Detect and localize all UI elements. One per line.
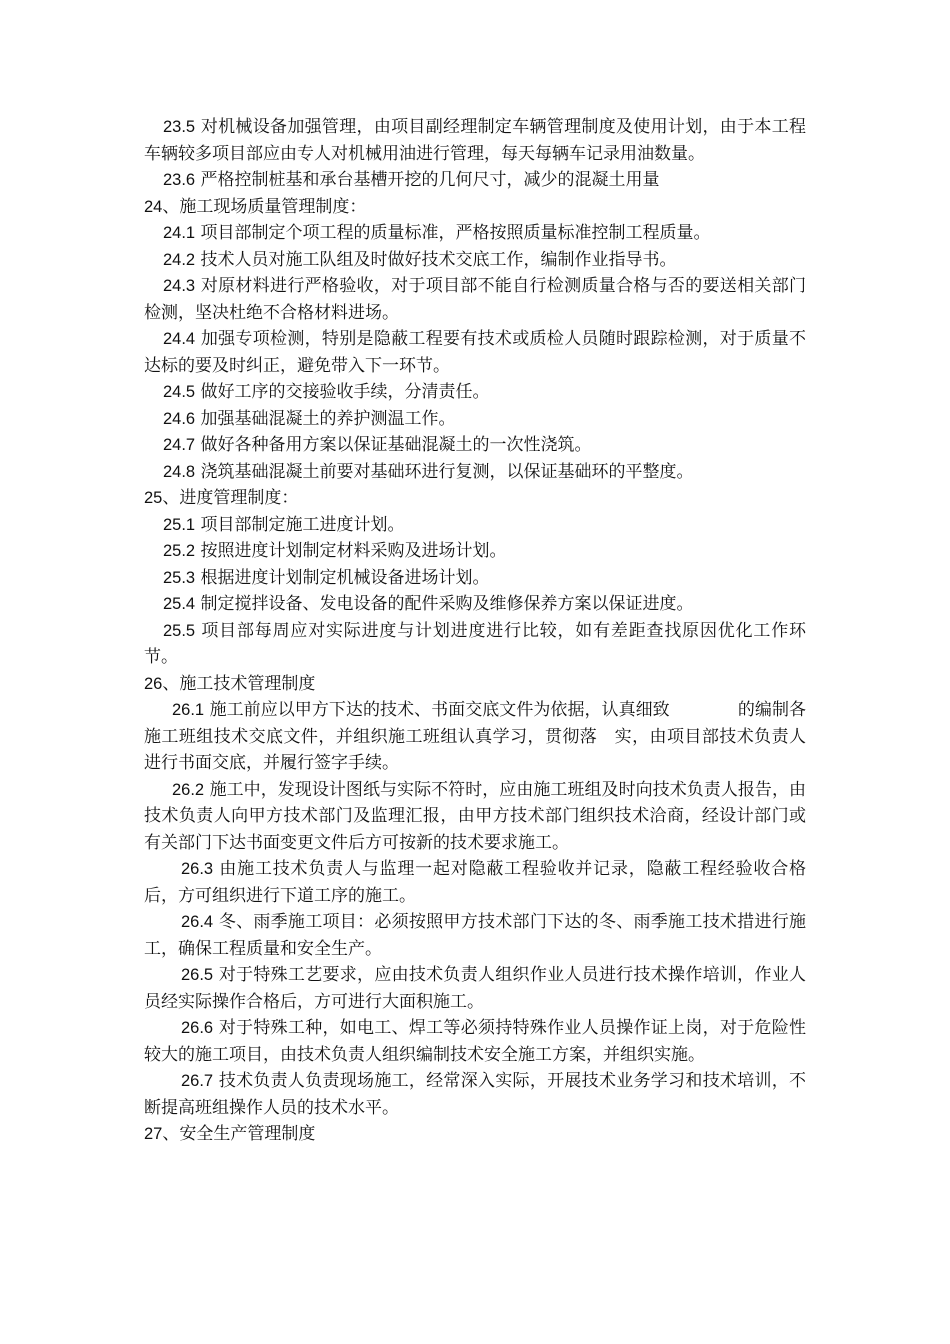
paragraph-p26-2 — [144, 777, 806, 857]
section-heading-h26 — [144, 671, 806, 698]
paragraph-p26-3 — [144, 856, 806, 909]
clause-number: 26.4 — [181, 913, 214, 931]
paragraph-p23-6 — [144, 167, 806, 194]
clause-number: 25 — [144, 489, 163, 507]
paragraph-p25-3 — [144, 565, 806, 592]
clause-number: 26.7 — [181, 1072, 214, 1090]
clause-number: 25.5 — [163, 621, 196, 640]
paragraph-p24-5 — [144, 379, 806, 406]
clause-text: 、施工现场质量管理制度： — [162, 196, 367, 217]
paragraph-p25-2 — [144, 538, 806, 565]
paragraph-p26-1 — [144, 697, 806, 777]
document-body — [144, 114, 806, 1148]
clause-text: 做好工序的交接验收手续，分清责任。 — [200, 382, 490, 402]
clause-number: 24.8 — [163, 462, 196, 481]
clause-text: 严格控制桩基和承台基槽开挖的几何尺寸，减少的混凝土用量 — [200, 170, 660, 190]
clause-number: 24.3 — [163, 277, 196, 295]
clause-number: 26.2 — [172, 780, 205, 799]
clause-number: 24.2 — [163, 250, 196, 269]
clause-number: 24.5 — [163, 383, 196, 401]
paragraph-p26-5 — [144, 962, 806, 1015]
clause-number: 24.1 — [163, 224, 196, 242]
clause-number: 23.5 — [163, 118, 196, 136]
section-heading-h27 — [144, 1121, 806, 1148]
clause-text: 做好各种备用方案以保证基础混凝土的一次性浇筑。 — [200, 435, 592, 455]
clause-number: 25.3 — [163, 568, 196, 587]
paragraph-p26-6 — [144, 1015, 806, 1068]
section-heading-h24 — [144, 194, 806, 221]
clause-text: 项目部每周应对实际进度与计划进度进行比较，如有差距查找原因优化工作环节。 — [144, 620, 807, 667]
paragraph-p25-4 — [144, 591, 806, 618]
clause-text: 由施工技术负责人与监理一起对隐蔽工程验收并记录，隐蔽工程经验收合格后，方可组织进行下道工序的施工。 — [144, 859, 807, 906]
paragraph-p24-4 — [144, 326, 806, 379]
clause-text: 、安全生产管理制度 — [162, 1124, 316, 1144]
clause-text: 浇筑基础混凝土前要对基础环进行复测，以保证基础环的平整度。 — [200, 461, 694, 482]
clause-text: 制定搅拌设备、发电设备的配件采购及维修保养方案以保证进度。 — [200, 594, 694, 614]
paragraph-p24-3 — [144, 273, 806, 326]
clause-text: 对于特殊工种，如电工、焊工等必须持特殊作业人员操作证上岗，对于危险性较大的施工项目，由技术负责人组织编制技术安全施工方案，并组织实施。 — [144, 1018, 807, 1065]
section-heading-h25 — [144, 485, 806, 512]
clause-number: 25.2 — [163, 542, 196, 560]
clause-text: 对原材料进行严格验收，对于项目部不能自行检测质量合格与否的要送相关部门检测，坚决杜绝不合格材料进场。 — [144, 276, 806, 323]
paragraph-p25-1 — [144, 512, 806, 539]
clause-text: 施工前应以甲方下达的技术、书面交底文件为依据，认真细致 的编制各施工班组技术交底文件，并组织施工班组认真学习，贯彻落 实，由项目部技术负责人进行书面交底，并履行签字手续。 — [144, 700, 807, 773]
clause-number: 24.6 — [163, 409, 196, 428]
paragraph-p24-1 — [144, 220, 806, 247]
clause-number: 23.6 — [163, 171, 196, 189]
clause-text: 根据进度计划制定机械设备进场计划。 — [200, 567, 490, 588]
paragraph-p25-5 — [144, 618, 806, 671]
clause-number: 24.4 — [163, 330, 196, 348]
clause-number: 24 — [144, 197, 163, 216]
paragraph-p24-8 — [144, 459, 806, 486]
clause-text: 项目部制定个项工程的质量标准，严格按照质量标准控制工程质量。 — [200, 223, 711, 243]
clause-number: 26.6 — [181, 1019, 214, 1037]
clause-text: 对于特殊工艺要求，应由技术负责人组织作业人员进行技术操作培训，作业人员经实际操作合格后，方可进行大面积施工。 — [144, 965, 807, 1012]
clause-text: 技术人员对施工队组及时做好技术交底工作，编制作业指导书。 — [200, 249, 677, 270]
clause-text: 对机械设备加强管理，由项目副经理制定车辆管理制度及使用计划，由于本工程车辆较多项目部应由专人对机械用油进行管理，每天每辆车记录用油数量。 — [144, 117, 806, 164]
clause-text: 加强基础混凝土的养护测温工作。 — [200, 408, 456, 429]
clause-number: 25.4 — [163, 595, 196, 613]
clause-text: 项目部制定施工进度计划。 — [200, 514, 405, 535]
clause-number: 26.5 — [181, 966, 214, 984]
paragraph-p26-7 — [144, 1068, 806, 1121]
paragraph-p23-5 — [144, 114, 806, 167]
clause-text: 按照进度计划制定材料采购及进场计划。 — [200, 541, 507, 561]
paragraph-p24-7 — [144, 432, 806, 459]
clause-text: 冬、雨季施工项目：必须按照甲方技术部门下达的冬、雨季施工技术措进行施工，确保工程质量和安全生产。 — [144, 912, 807, 959]
paragraph-p26-4 — [144, 909, 806, 962]
clause-text: 施工中，发现设计图纸与实际不符时，应由施工班组及时向技术负责人报告，由技术负责人向甲方技术部门及监理汇报，由甲方技术部门组织技术洽商，经设计部门或有关部门下达书面变更文件后方可按新的技术要求施工。 — [144, 779, 807, 853]
clause-number: 26.3 — [181, 860, 214, 878]
paragraph-p24-6 — [144, 406, 806, 433]
clause-number: 26.1 — [172, 701, 205, 719]
clause-text: 、施工技术管理制度 — [162, 673, 316, 694]
clause-number: 24.7 — [163, 436, 196, 454]
paragraph-p24-2 — [144, 247, 806, 274]
clause-text: 加强专项检测，特别是隐蔽工程要有技术或质检人员随时跟踪检测，对于质量不达标的要及时纠正，避免带入下一环节。 — [144, 329, 806, 376]
clause-number: 27 — [144, 1125, 163, 1143]
clause-text: 技术负责人负责现场施工，经常深入实际，开展技术业务学习和技术培训，不断提高班组操作人员的技术水平。 — [144, 1071, 807, 1118]
clause-number: 26 — [144, 674, 163, 693]
clause-text: 、进度管理制度： — [162, 488, 299, 508]
clause-number: 25.1 — [163, 515, 196, 534]
